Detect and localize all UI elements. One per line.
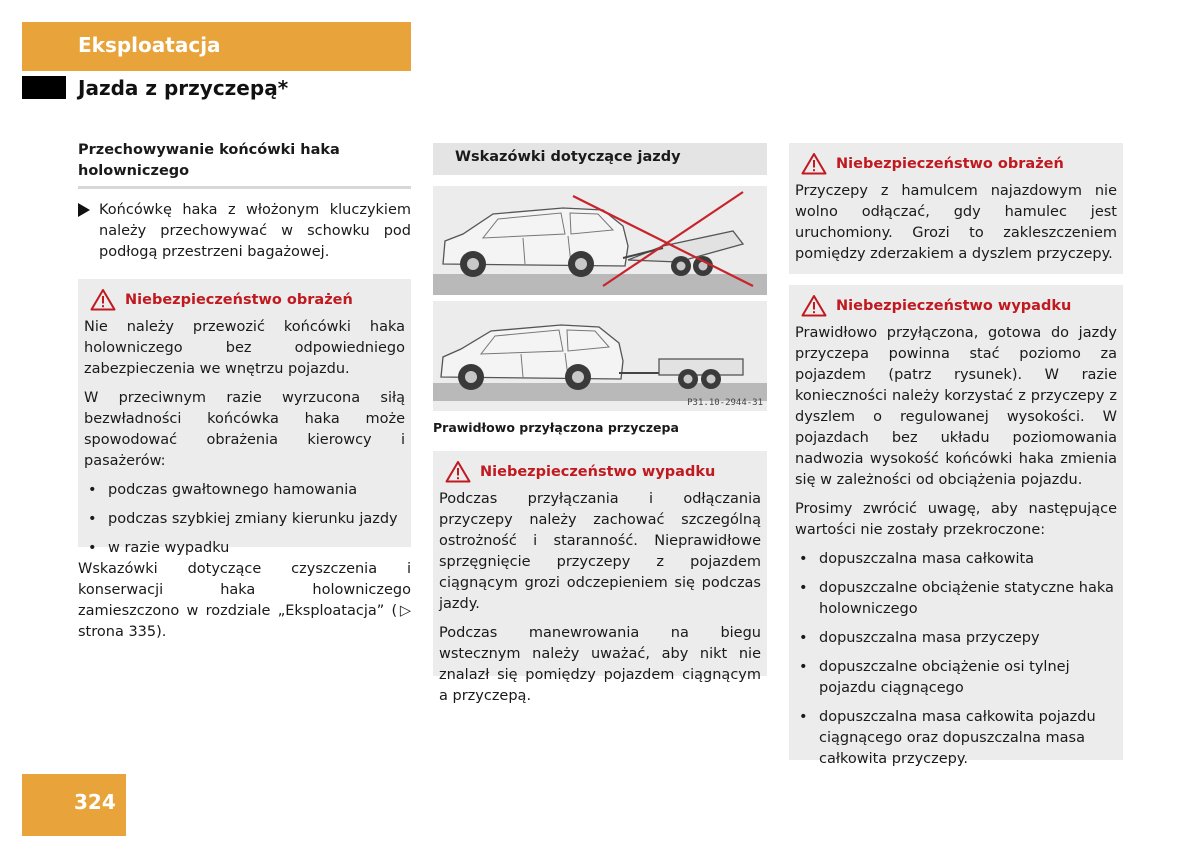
correct-coupling-figure: [433, 301, 767, 411]
page-title: Jazda z przyczepą*: [78, 76, 289, 100]
accident-warning-box-1: [433, 451, 767, 704]
warning-paragraph: Podczas przyłączania i odłączania przyczepy należy zachować szczególną ostrożność i staranność. Nieprawidłowe sprzęgnięcie przyczepy z pojazdem ciągnącym grozi odczepieniem się podczas jazdy.: [439, 491, 761, 612]
warning-triangle-icon: [445, 460, 471, 483]
warning-title: Niebezpieczeństwo obrażeń: [125, 291, 353, 308]
section-title: Eksploatacja: [78, 33, 221, 57]
warning-header: [795, 152, 1117, 175]
warning-title: Niebezpieczeństwo wypadku: [836, 297, 1072, 314]
driving-tips-header: Wskazówki dotyczące jazdy: [433, 143, 767, 175]
warning-triangle-icon: [90, 288, 116, 311]
list-item: • dopuszczalna masa całkowita pojazdu ciągnącego oraz dopuszczalna masa całkowita przyczepy.: [795, 707, 1117, 770]
warning-title: Niebezpieczeństwo wypadku: [480, 463, 716, 480]
heading-divider: [78, 186, 411, 189]
warning-paragraph: Przyczepy z hamulcem najazdowym nie wolno odłączać, gdy hamulec jest uruchomiony. Grozi to zakleszczeniem pomiędzy zderzakiem a dyszlem przyczepy.: [795, 183, 1117, 262]
title-marker: [22, 76, 66, 99]
injury-warning-box-2: [789, 143, 1123, 274]
list-item: • w razie wypadku: [84, 538, 405, 559]
list-item: • dopuszczalne obciążenie osi tylnej pojazdu ciągnącego: [795, 657, 1117, 699]
warning-paragraph: W przeciwnym razie wyrzucona siłą bezwładności końcówka haka może spowodować obrażenia kierowcy i pasażerów:: [84, 390, 405, 469]
maintenance-reference: Wskazówki dotyczące czyszczenia i konserwacji haka holowniczego zamieszczono w rozdziale „Eksploatacja” (▷ strona 335).: [78, 561, 411, 640]
warning-title: Niebezpieczeństwo obrażeń: [836, 155, 1064, 172]
page-number: 324: [74, 790, 116, 814]
injury-warning-box-1: [78, 279, 411, 556]
section-tab: [22, 22, 411, 71]
warning-header: [439, 460, 761, 483]
figure-caption: Prawidłowo przyłączona przyczepa: [433, 420, 679, 435]
warning-header: [795, 294, 1117, 317]
incorrect-coupling-figure: [433, 186, 767, 295]
list-item: • podczas gwałtownego hamowania: [84, 480, 405, 501]
warning-paragraph: Nie należy przewozić końcówki haka holowniczego bez odpowiedniego zabezpieczenia we wnętrzu pojazdu.: [84, 319, 405, 377]
correct-coupling-illustration: [433, 301, 767, 411]
list-item: • dopuszczalna masa całkowita: [795, 549, 1117, 570]
warning-paragraph: Prosimy zwrócić uwagę, aby następujące wartości nie zostały przekroczone:: [795, 501, 1117, 538]
accident-warning-box-2: [789, 285, 1123, 767]
storage-heading: Przechowywanie końcówki haka holowniczego: [78, 142, 340, 179]
list-item: • podczas szybkiej zmiany kierunku jazdy: [84, 509, 405, 530]
figure-code: P31.10-2944-31: [687, 398, 763, 408]
instruction-arrow-icon: [78, 203, 90, 217]
warning-triangle-icon: [801, 152, 827, 175]
warning-header: [84, 288, 405, 311]
warning-list: [84, 480, 405, 559]
limits-list: [795, 549, 1117, 770]
incorrect-coupling-illustration: [433, 186, 767, 295]
instruction-text: Końcówkę haka z włożonym kluczykiem należy przechowywać w schowku pod podłogą przestrzeni bagażowej.: [99, 202, 411, 260]
warning-triangle-icon: [801, 294, 827, 317]
warning-paragraph: Podczas manewrowania na biegu wstecznym należy uważać, aby nikt nie znalazł się pomiędzy pojazdem ciągnącym a przyczepą.: [439, 625, 761, 704]
list-item: • dopuszczalna masa przyczepy: [795, 628, 1117, 649]
warning-paragraph: Prawidłowo przyłączona, gotowa do jazdy przyczepa powinna stać poziomo za pojazdem (patrz rysunek). W razie konieczności należy korzystać z przyczepy z dyszlem o regulowanej wysokości. W pojazdach bez układu poziomowania nadwozia wysokość końcówki haka zmienia się w zależności od obciążenia pojazdu.: [795, 325, 1117, 488]
list-item: • dopuszczalne obciążenie statyczne haka holowniczego: [795, 578, 1117, 620]
page-number-tab: [22, 774, 126, 836]
storage-instruction: [78, 200, 411, 263]
